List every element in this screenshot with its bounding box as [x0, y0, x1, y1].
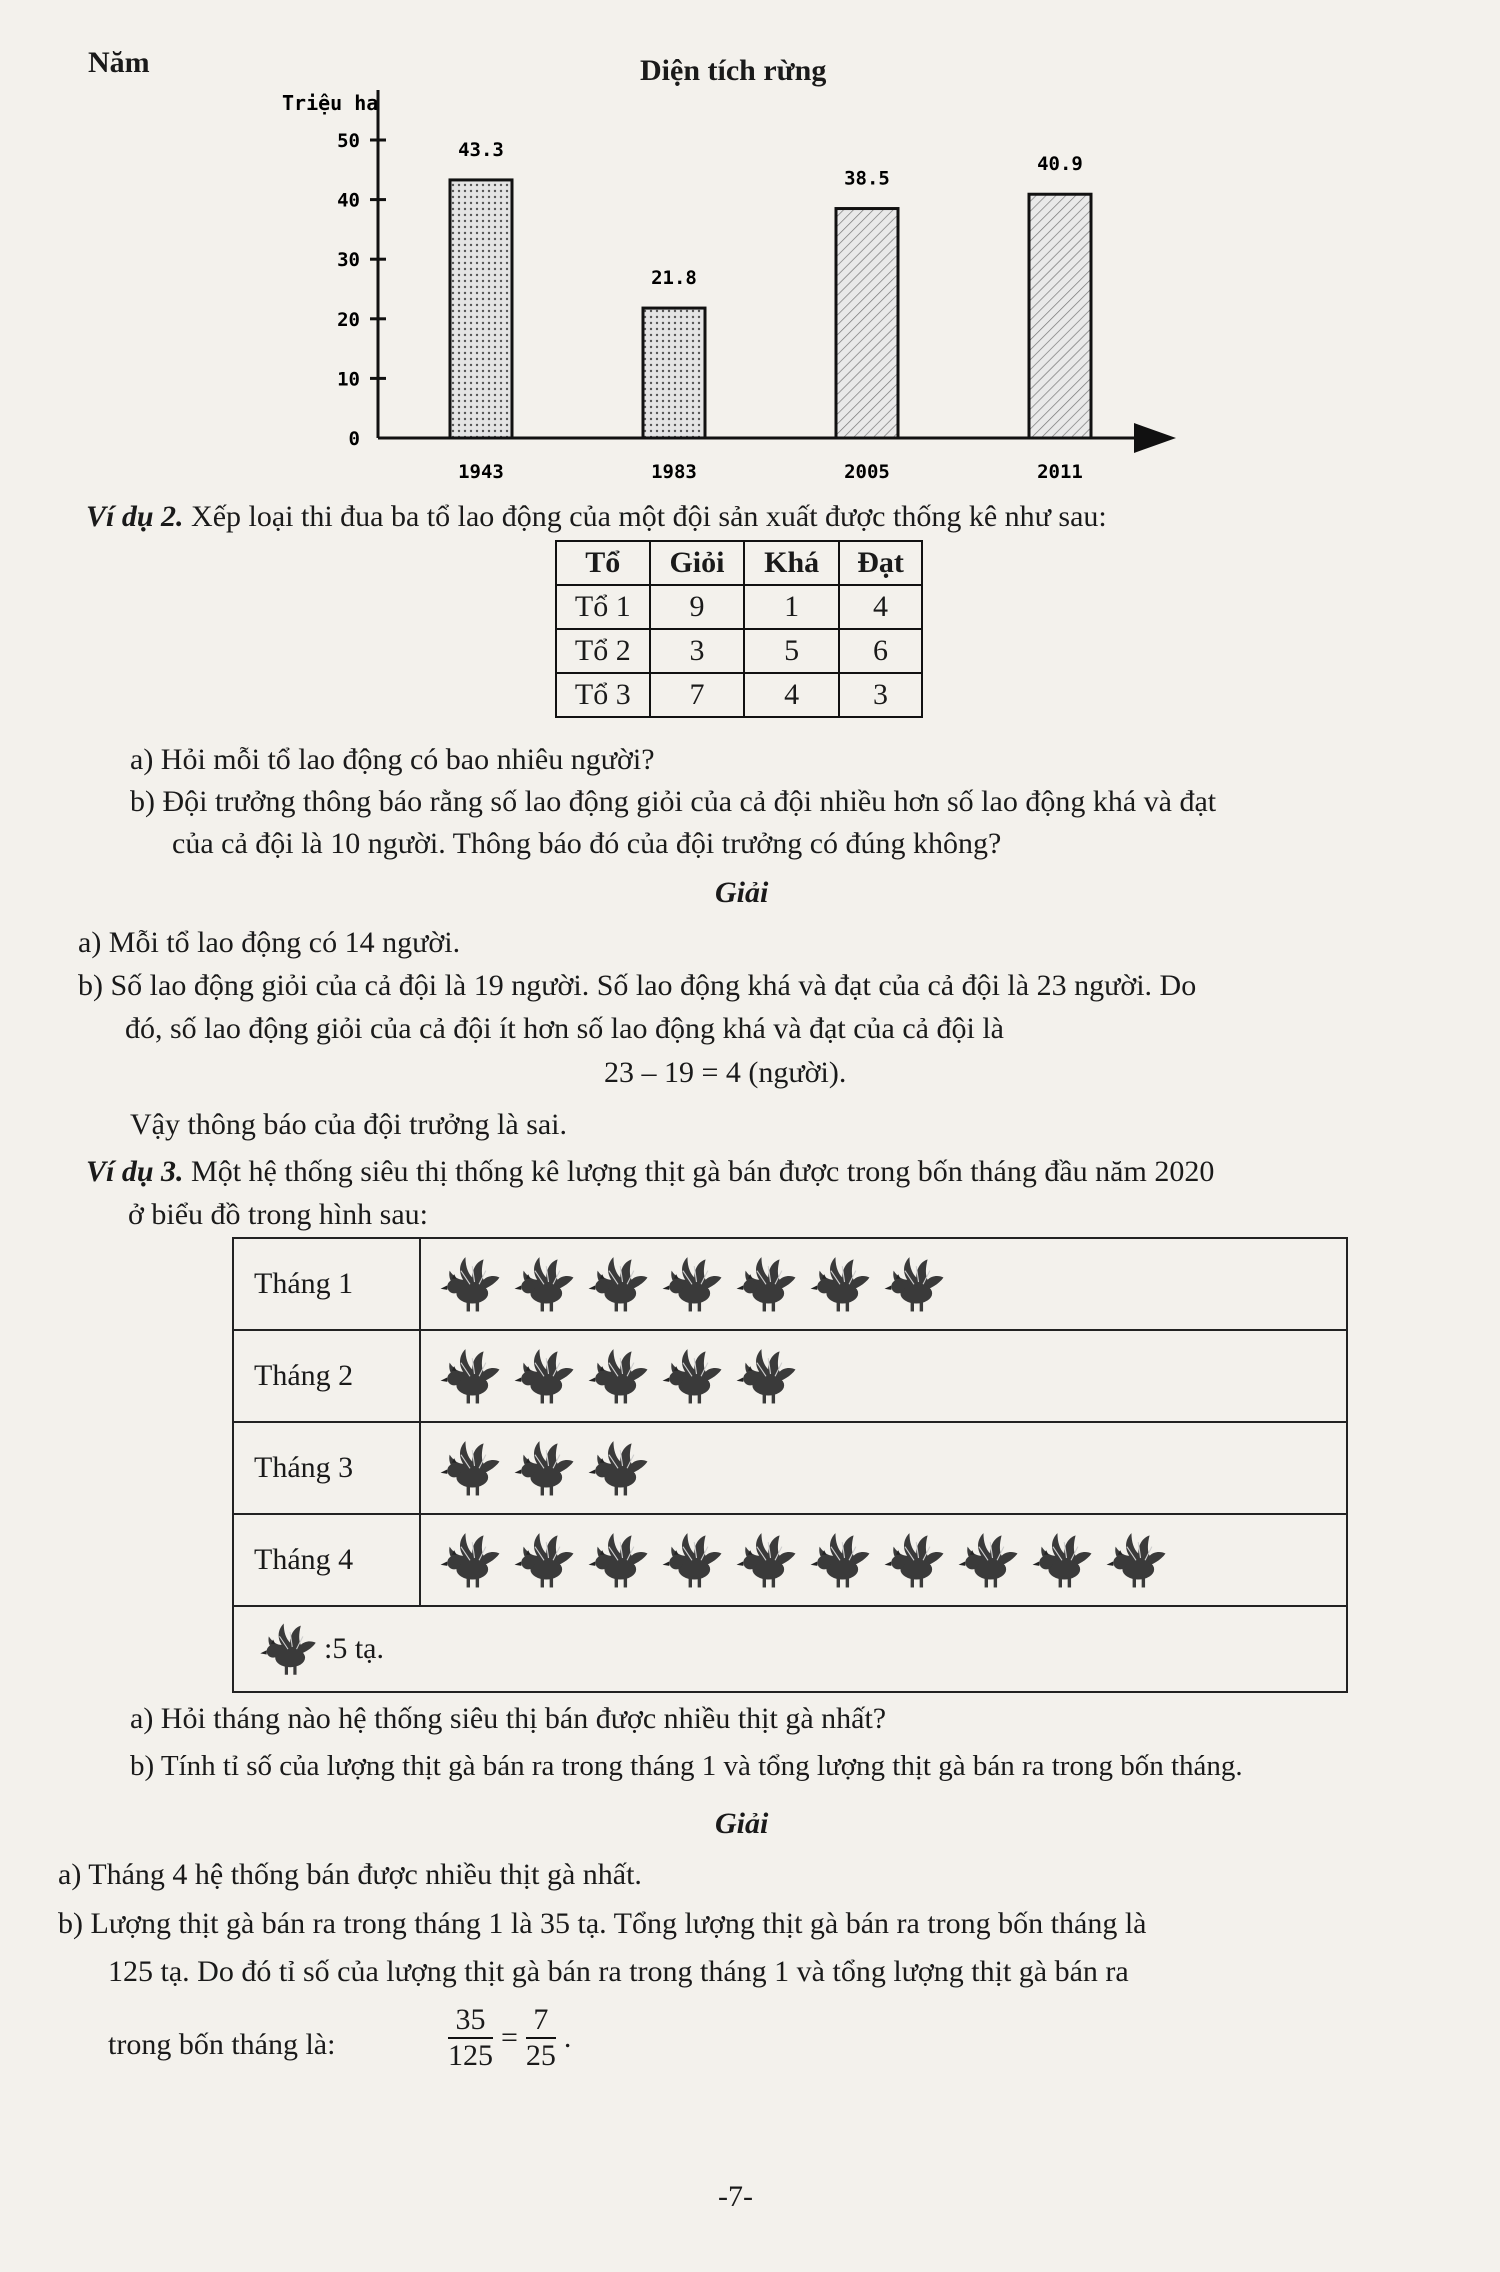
bar-1983 — [643, 308, 705, 438]
pictograph-icons — [421, 1239, 954, 1329]
equals-sign: = — [501, 2021, 518, 2054]
table-cell: 9 — [650, 585, 745, 629]
chicken-icon — [658, 1524, 732, 1597]
chicken-icon — [658, 1340, 732, 1413]
fraction-1 — [448, 2003, 493, 2073]
fraction-1-numerator: 35 — [455, 2003, 486, 2036]
chicken-icon — [584, 1340, 658, 1413]
example3-intro-line2: ở biểu đồ trong hình sau: — [128, 1198, 428, 1231]
chicken-icon — [1028, 1524, 1102, 1597]
x-tick-label: 2005 — [844, 461, 890, 483]
bar-value-label: 21.8 — [651, 267, 697, 290]
chicken-icon — [256, 1615, 320, 1684]
bar-chart — [270, 80, 1190, 500]
table-row — [556, 585, 922, 629]
pictograph-legend-text: :5 tạ. — [324, 1632, 384, 1665]
ex2-solution-b-line3: 23 – 19 = 4 (người). — [604, 1056, 847, 1089]
fraction-2-denominator: 25 — [525, 2039, 556, 2072]
pictograph-row — [234, 1515, 1346, 1607]
ex2-question-a: a) Hỏi mỗi tổ lao động có bao nhiêu người? — [130, 743, 655, 776]
fraction-expression — [448, 2003, 571, 2073]
pictograph-row — [234, 1239, 1346, 1331]
ex3-solution-b-line3: trong bốn tháng là: — [108, 2028, 336, 2061]
team-table — [555, 540, 923, 718]
ex2-question-b-line1: b) Đội trưởng thông báo rằng số lao động giỏi của cả đội nhiều hơn số lao động khá và đạt — [130, 785, 1217, 818]
ex2-solution-title: Giải — [715, 876, 769, 909]
nam-label: Năm — [88, 46, 150, 79]
example3-label: Ví dụ 3. — [86, 1155, 184, 1188]
ex3-question-a: a) Hỏi tháng nào hệ thống siêu thị bán được nhiều thịt gà nhất? — [130, 1702, 887, 1735]
chicken-icon — [880, 1248, 954, 1321]
bar-2005 — [836, 209, 898, 438]
ex2-solution-a: a) Mỗi tổ lao động có 14 người. — [78, 926, 461, 959]
chicken-icon — [806, 1248, 880, 1321]
pictograph-row — [234, 1331, 1346, 1423]
ex2-solution-b-line4: Vậy thông báo của đội trưởng là sai. — [130, 1108, 568, 1141]
pictograph-icons — [421, 1331, 806, 1421]
chicken-icon — [510, 1248, 584, 1321]
chicken-icon — [806, 1524, 880, 1597]
chicken-icon — [732, 1340, 806, 1413]
pictograph-row-label: Tháng 4 — [234, 1515, 421, 1605]
table-cell: Tổ 2 — [556, 629, 650, 673]
bar-value-label: 38.5 — [844, 167, 890, 190]
chart-title: Diện tích rừng — [640, 54, 827, 87]
pictograph-legend — [234, 1607, 1346, 1691]
table-row — [556, 629, 922, 673]
fraction-1-denominator: 125 — [448, 2039, 493, 2072]
x-tick-label: 1943 — [458, 461, 504, 483]
table-cell: 5 — [744, 629, 839, 673]
chicken-icon — [510, 1340, 584, 1413]
table-cell: 4 — [744, 673, 839, 717]
table-header: Khá — [744, 541, 839, 585]
table-cell: 6 — [839, 629, 922, 673]
pictograph-row-label: Tháng 1 — [234, 1239, 421, 1329]
table-cell: Tổ 1 — [556, 585, 650, 629]
pictograph — [232, 1237, 1348, 1693]
ex2-question-b-line2: của cả đội là 10 người. Thông báo đó của đội trưởng có đúng không? — [172, 827, 1002, 860]
chicken-icon — [510, 1524, 584, 1597]
bar-value-label: 43.3 — [458, 138, 504, 161]
table-header-row — [556, 541, 922, 585]
chicken-icon — [880, 1524, 954, 1597]
table-cell: 1 — [744, 585, 839, 629]
x-tick-label: 1983 — [651, 461, 697, 483]
chicken-icon — [1102, 1524, 1176, 1597]
table-cell: 3 — [650, 629, 745, 673]
table-header: Đạt — [839, 541, 922, 585]
bar-1943 — [450, 180, 512, 438]
chicken-icon — [510, 1432, 584, 1505]
example3-intro-line1 — [86, 1153, 1214, 1191]
ex3-solution-b-line2: 125 tạ. Do đó tỉ số của lượng thịt gà bán ra trong tháng 1 và tổng lượng thịt gà bán ra — [108, 1955, 1129, 1988]
y-tick-label: 40 — [337, 189, 360, 212]
bar-value-label: 40.9 — [1037, 153, 1083, 176]
example2-intro — [86, 498, 1107, 536]
table-header: Giỏi — [650, 541, 745, 585]
period: . — [563, 2021, 572, 2054]
table-cell: 7 — [650, 673, 745, 717]
chicken-icon — [954, 1524, 1028, 1597]
chicken-icon — [436, 1432, 510, 1505]
table-cell: Tổ 3 — [556, 673, 650, 717]
ex2-solution-b-line2: đó, số lao động giỏi của cả đội ít hơn số lao động khá và đạt của cả đội là — [125, 1012, 1004, 1045]
pictograph-row — [234, 1423, 1346, 1515]
chicken-icon — [436, 1340, 510, 1413]
ex2-solution-b-line1: b) Số lao động giỏi của cả đội là 19 người. Số lao động khá và đạt của cả đội là 23 người. Do — [78, 969, 1197, 1002]
bar-2011 — [1029, 194, 1091, 438]
pictograph-icons — [421, 1515, 1176, 1605]
chicken-icon — [584, 1248, 658, 1321]
chicken-icon — [658, 1248, 732, 1321]
chicken-icon — [732, 1248, 806, 1321]
ex3-solution-title: Giải — [715, 1807, 769, 1840]
ex3-solution-a: a) Tháng 4 hệ thống bán được nhiều thịt gà nhất. — [58, 1858, 642, 1891]
fraction-2-numerator: 7 — [533, 2003, 549, 2036]
y-tick-label: 10 — [337, 368, 360, 391]
y-tick-label: 0 — [348, 428, 360, 450]
chicken-icon — [436, 1248, 510, 1321]
pictograph-row-label: Tháng 3 — [234, 1423, 421, 1513]
table-cell: 3 — [839, 673, 922, 717]
y-tick-label: 20 — [337, 308, 360, 331]
page-number: -7- — [718, 2180, 753, 2213]
chicken-icon — [584, 1524, 658, 1597]
y-axis-label: Triệu ha — [282, 91, 379, 115]
y-tick-label: 50 — [337, 130, 360, 152]
pictograph-icons — [421, 1423, 658, 1513]
pictograph-row-label: Tháng 2 — [234, 1331, 421, 1421]
example2-label: Ví dụ 2. — [86, 500, 184, 533]
example3-text: Một hệ thống siêu thị thống kê lượng thịt gà bán được trong bốn tháng đầu năm 2020 — [183, 1155, 1215, 1188]
chicken-icon — [584, 1432, 658, 1505]
x-tick-label: 2011 — [1037, 461, 1083, 483]
fraction-2 — [526, 2003, 556, 2073]
ex3-solution-b-line1: b) Lượng thịt gà bán ra trong tháng 1 là 35 tạ. Tổng lượng thịt gà bán ra trong bốn tháng là — [58, 1907, 1147, 1940]
table-cell: 4 — [839, 585, 922, 629]
table-row — [556, 673, 922, 717]
y-tick-label: 30 — [337, 249, 360, 272]
table-header: Tổ — [556, 541, 650, 585]
chicken-icon — [436, 1524, 510, 1597]
example2-text: Xếp loại thi đua ba tổ lao động của một đội sản xuất được thống kê như sau: — [183, 500, 1107, 533]
chicken-icon — [732, 1524, 806, 1597]
ex3-question-b: b) Tính tỉ số của lượng thịt gà bán ra trong tháng 1 và tổng lượng thịt gà bán ra trong bốn tháng. — [130, 1750, 1243, 1782]
